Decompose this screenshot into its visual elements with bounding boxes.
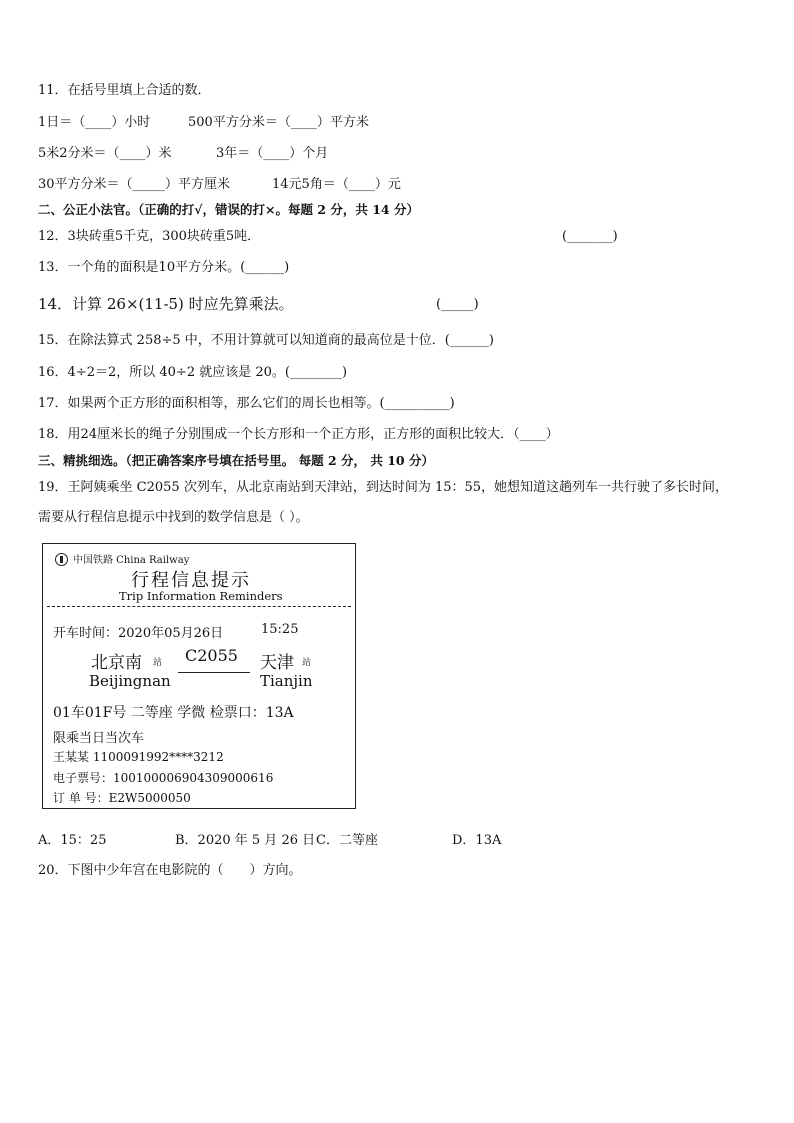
ticket-seat: 01车01F号 二等座 学微 检票口：13A [53, 705, 294, 721]
q12: 12．3块砖重5千克，300块砖重5吨． [38, 229, 261, 244]
ticket-train-number: C2055 [185, 646, 238, 665]
ticket-title-cn: 行程信息提示 [131, 570, 251, 591]
ticket-from-suffix: 站 [153, 658, 163, 668]
ticket-limit: 限乘当日当次车 [53, 731, 145, 746]
ticket-title-en: Trip Information Reminders [119, 589, 283, 603]
q19-line2: 需要从行程信息提示中找到的数学信息是（ ）。 [38, 510, 309, 525]
ticket-depart-time: 15:25 [261, 622, 299, 637]
q11-row3b: 14元5角＝（____）元 [272, 177, 401, 192]
q11-row1a: 1日＝（____）小时 [38, 115, 151, 130]
ticket-to-en: Tianjin [260, 672, 313, 690]
ticket-divider [47, 606, 351, 607]
q14-blank: (_____) [436, 297, 479, 312]
ticket-train-line [178, 672, 250, 673]
q19-option-a: A．15：25 [38, 833, 107, 848]
q20: 20．下图中少年宫在电影院的（ ）方向。 [38, 863, 302, 878]
q19-option-d: D．13A [452, 833, 502, 848]
q13: 13．一个角的面积是10平方分米。(______) [38, 260, 290, 275]
q11-stem: 11．在括号里填上合适的数． [38, 83, 211, 98]
section2-heading: 二、公正小法官。（正确的打√，错误的打×。每题 2 分，共 14 分） [38, 202, 419, 217]
q19-option-b: B．2020 年 5 月 26 日 [175, 833, 316, 848]
q18: 18．用24厘米长的绳子分别围成一个长方形和一个正方形，正方形的面积比较大．（____） [38, 427, 559, 442]
q17: 17．如果两个正方形的面积相等，那么它们的周长也相等。(__________) [38, 396, 455, 411]
ticket-brand: 中国铁路 China Railway [73, 555, 190, 566]
q11-row3a: 30平方分米＝（_____）平方厘米 [38, 177, 231, 192]
ticket-passenger: 王某某 1100091992****3212 [53, 750, 224, 764]
china-railway-logo-icon [55, 553, 68, 566]
q14: 14．计算 26×(11-5) 时应先算乘法。 [38, 295, 294, 313]
ticket-to-suffix: 站 [302, 658, 312, 668]
q11-row1b: 500平方分米＝（____）平方米 [188, 115, 369, 130]
trip-info-ticket [42, 543, 356, 809]
ticket-eticket: 电子票号：10010000690430900061​6 [53, 771, 274, 785]
q19-option-c: C．二等座 [316, 833, 378, 848]
ticket-depart-label: 开车时间：2020年05月26日 [53, 626, 224, 641]
ticket-order: 订 单 号：E2W5000050 [53, 791, 191, 805]
ticket-from-cn: 北京南 [91, 653, 142, 673]
ticket-from-en: Beijingnan [89, 672, 171, 690]
q16: 16．4÷2＝2，所以 40÷2 就应该是 20。(________) [38, 365, 348, 380]
q19-line1: 19．王阿姨乘坐 C2055 次列车，从北京南站到天津站，到达时间为 15：55，她想知道这趟列车一共行驶了多长时间， [38, 480, 729, 495]
q15: 15．在除法算式 258÷5 中，不用计算就可以知道商的最高位是十位．(______) [38, 333, 494, 348]
q12-blank: (_______) [562, 229, 618, 244]
ticket-to-cn: 天津 [260, 653, 294, 673]
q11-row2a: 5米2分米＝（____）米 [38, 146, 172, 161]
section3-heading: 三、精挑细选。（把正确答案序号填在括号里。 每题 2 分， 共 10 分） [38, 453, 434, 468]
q11-row2b: 3年＝（____）个月 [216, 146, 329, 161]
